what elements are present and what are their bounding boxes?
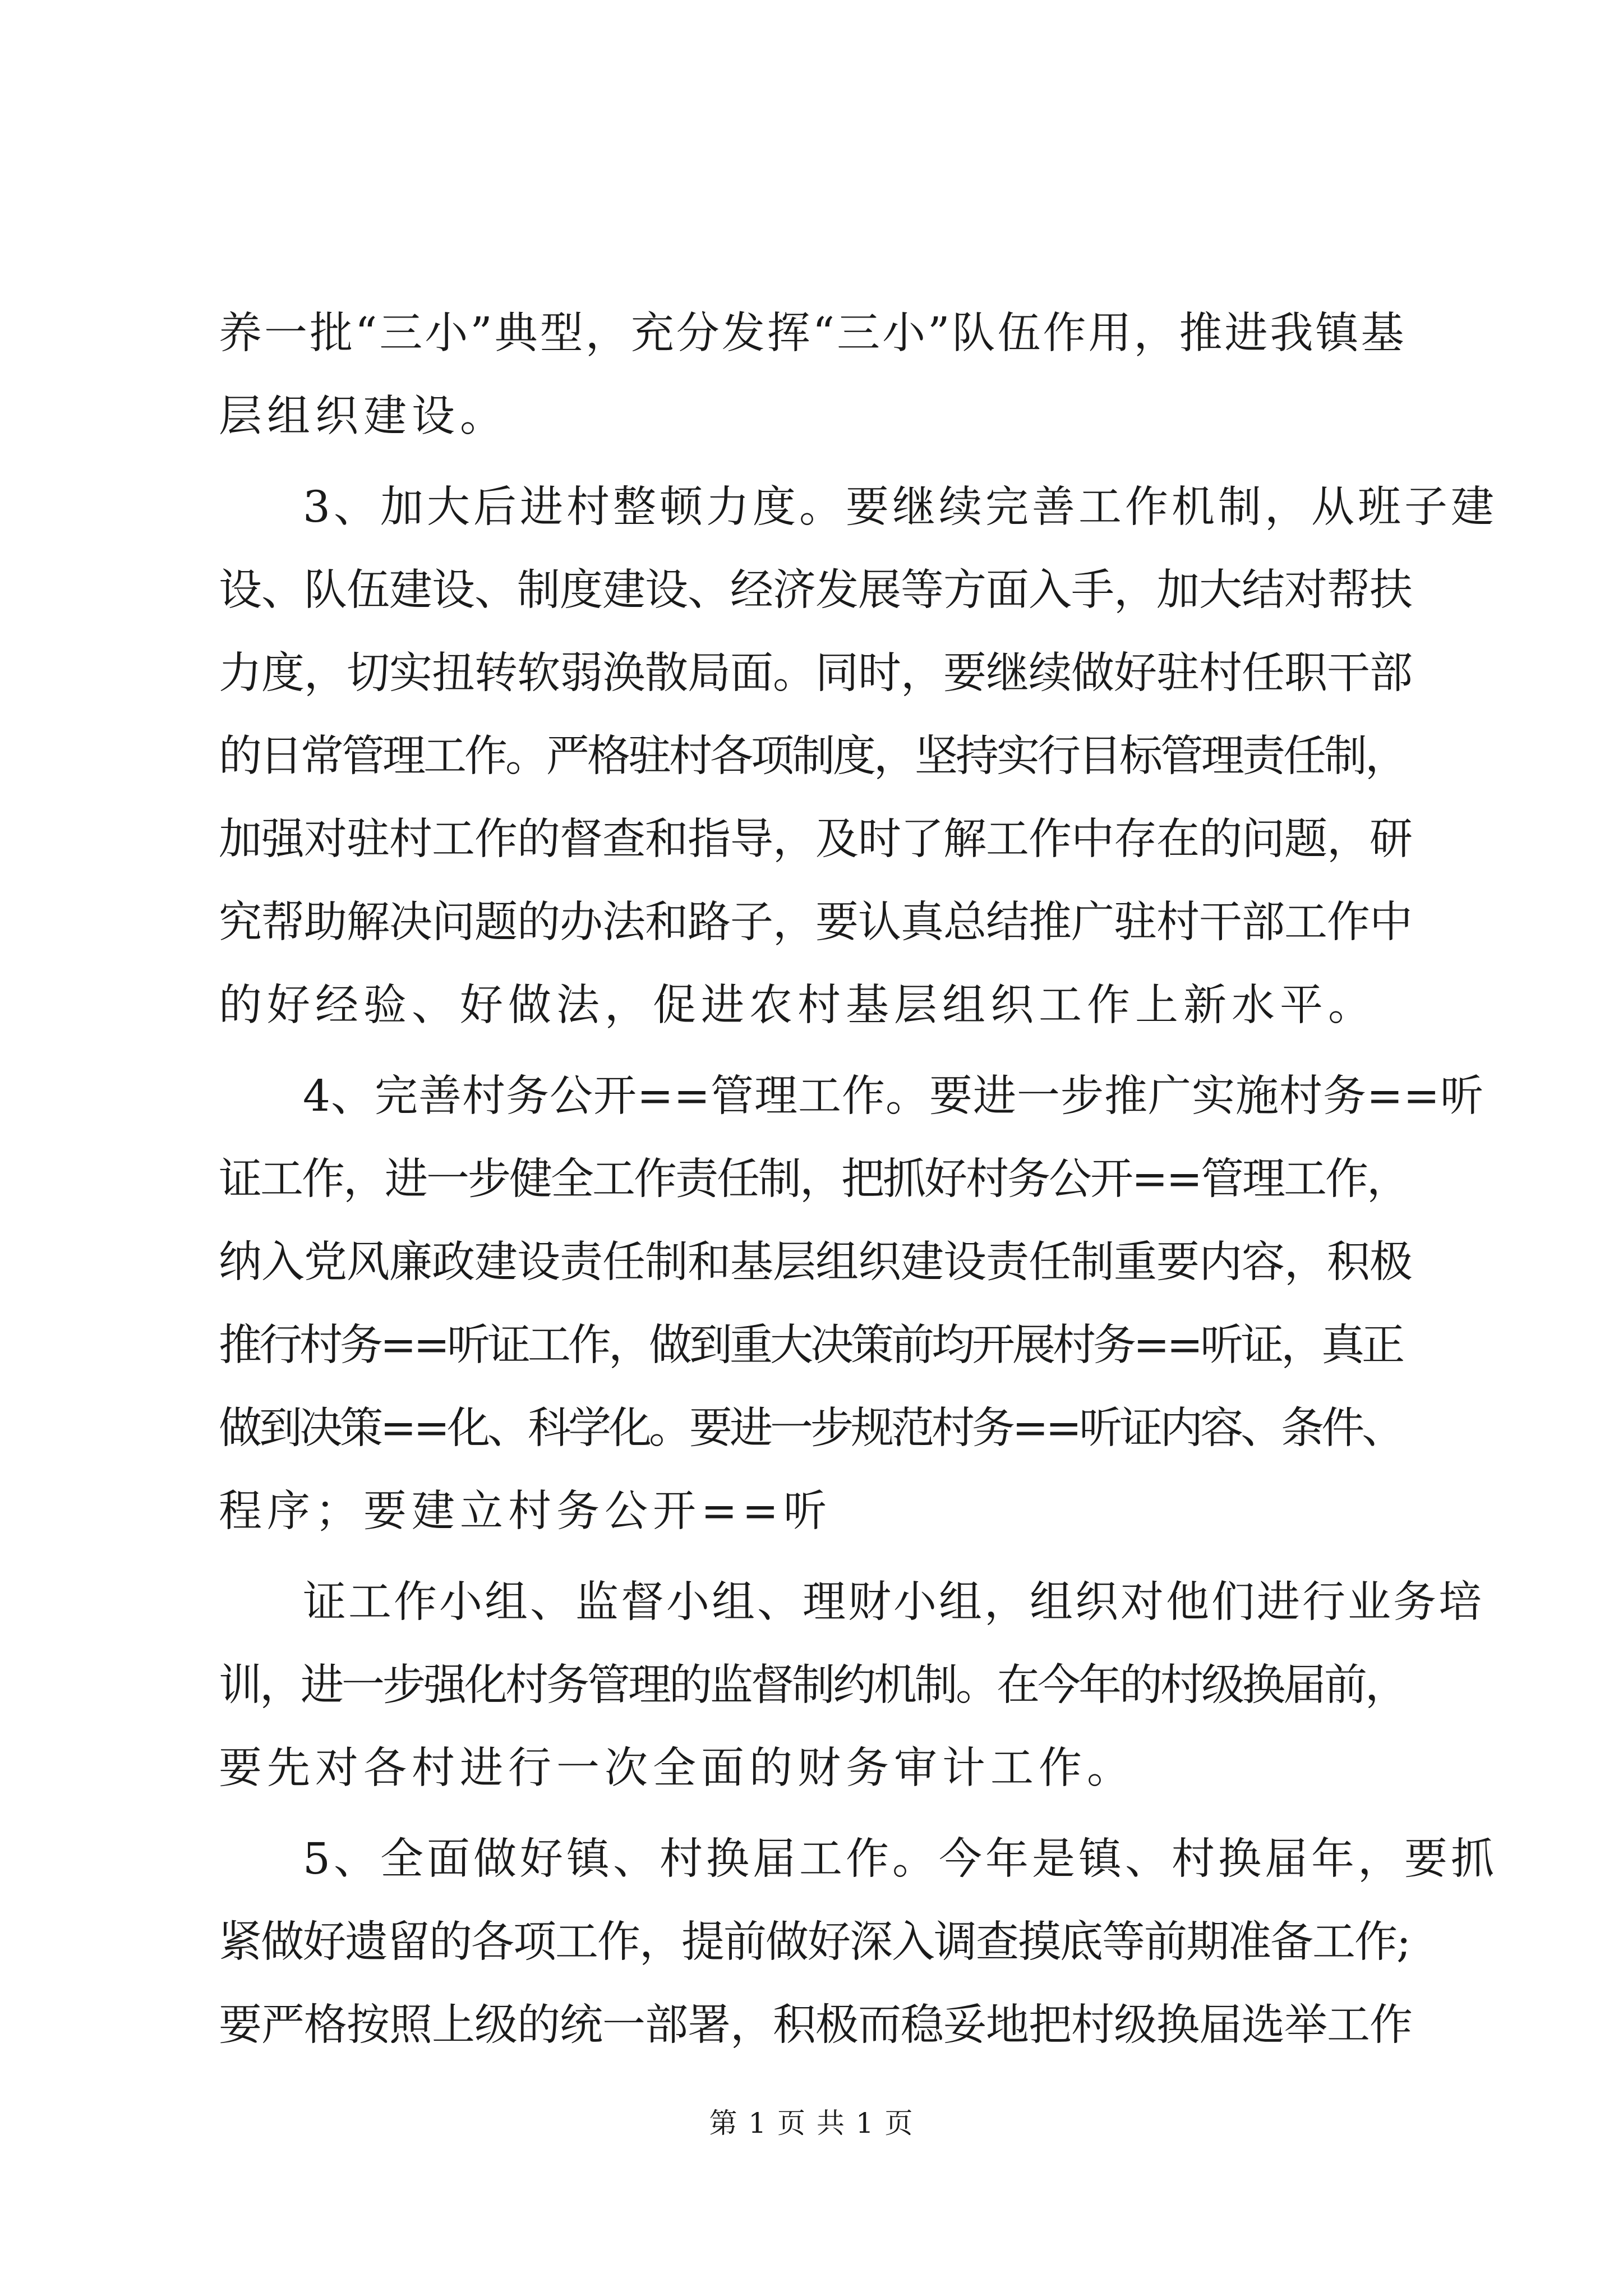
paragraph-line: 设、队伍建设、制度建设、经济发展等方面入手，加大结对帮扶 [219,565,1412,615]
paragraph-line: 推行村务==听证工作，做到重大决策前均开展村务==听证，真正 [219,1320,1403,1370]
paragraph-line: 3、加大后进村整顿力度。要继续完善工作机制，从班子建 [303,482,1497,532]
paragraph-line: 究帮助解决问题的办法和路子，要认真总结推广驻村干部工作中 [219,898,1412,947]
paragraph-line: 要先对各村进行一次全面的财务审计工作。 [219,1743,1135,1793]
paragraph-line: 程序；要建立村务公开==听 [219,1487,832,1536]
paragraph-line: 层组织建设。 [219,392,508,441]
paragraph-line: 的日常管理工作。严格驻村各项制度，坚持实行目标管理责任制， [219,731,1406,781]
paragraph-line: 要严格按照上级的统一部署，积极而稳妥地把村级换届选举工作 [219,2000,1412,2050]
page-footer: 第 1 页 共 1 页 [709,2107,914,2139]
paragraph-line: 5、全面做好镇、村换届工作。今年是镇、村换届年，要抓 [303,1834,1497,1884]
paragraph-line: 力度，切实扭转软弱涣散局面。同时，要继续做好驻村任职干部 [219,648,1412,698]
paragraph-line: 做到决策==化、科学化。要进一步规范村务==听证内容、条件、 [219,1404,1403,1453]
paragraph-line: 训，进一步强化村务管理的监督制约机制。在今年的村级换届前， [219,1660,1406,1710]
paragraph-line: 加强对驻村工作的督查和指导，及时了解工作中存在的问题，研 [219,815,1412,864]
paragraph-line: 紧做好遗留的各项工作，提前做好深入调查摸底等前期准备工作; [219,1917,1410,1967]
paragraph-line: 4、完善村务公开==管理工作。要进一步推广实施村务==听 [303,1071,1484,1121]
paragraph-line: 的好经验、好做法，促进农村基层组织工作上新水平。 [219,981,1376,1030]
paragraph-line: 养一批“三小”典型，充分发挥“三小”队伍作用，推进我镇基 [219,309,1407,358]
paragraph-line: 纳入党风廉政建设责任制和基层组织建设责任制重要内容，积极 [219,1237,1412,1287]
paragraph-line: 证工作小组、监督小组、理财小组，组织对他们进行业务培 [303,1577,1484,1627]
paragraph-line: 证工作，进一步健全工作责任制，把抓好村务公开==管理工作， [219,1154,1409,1204]
